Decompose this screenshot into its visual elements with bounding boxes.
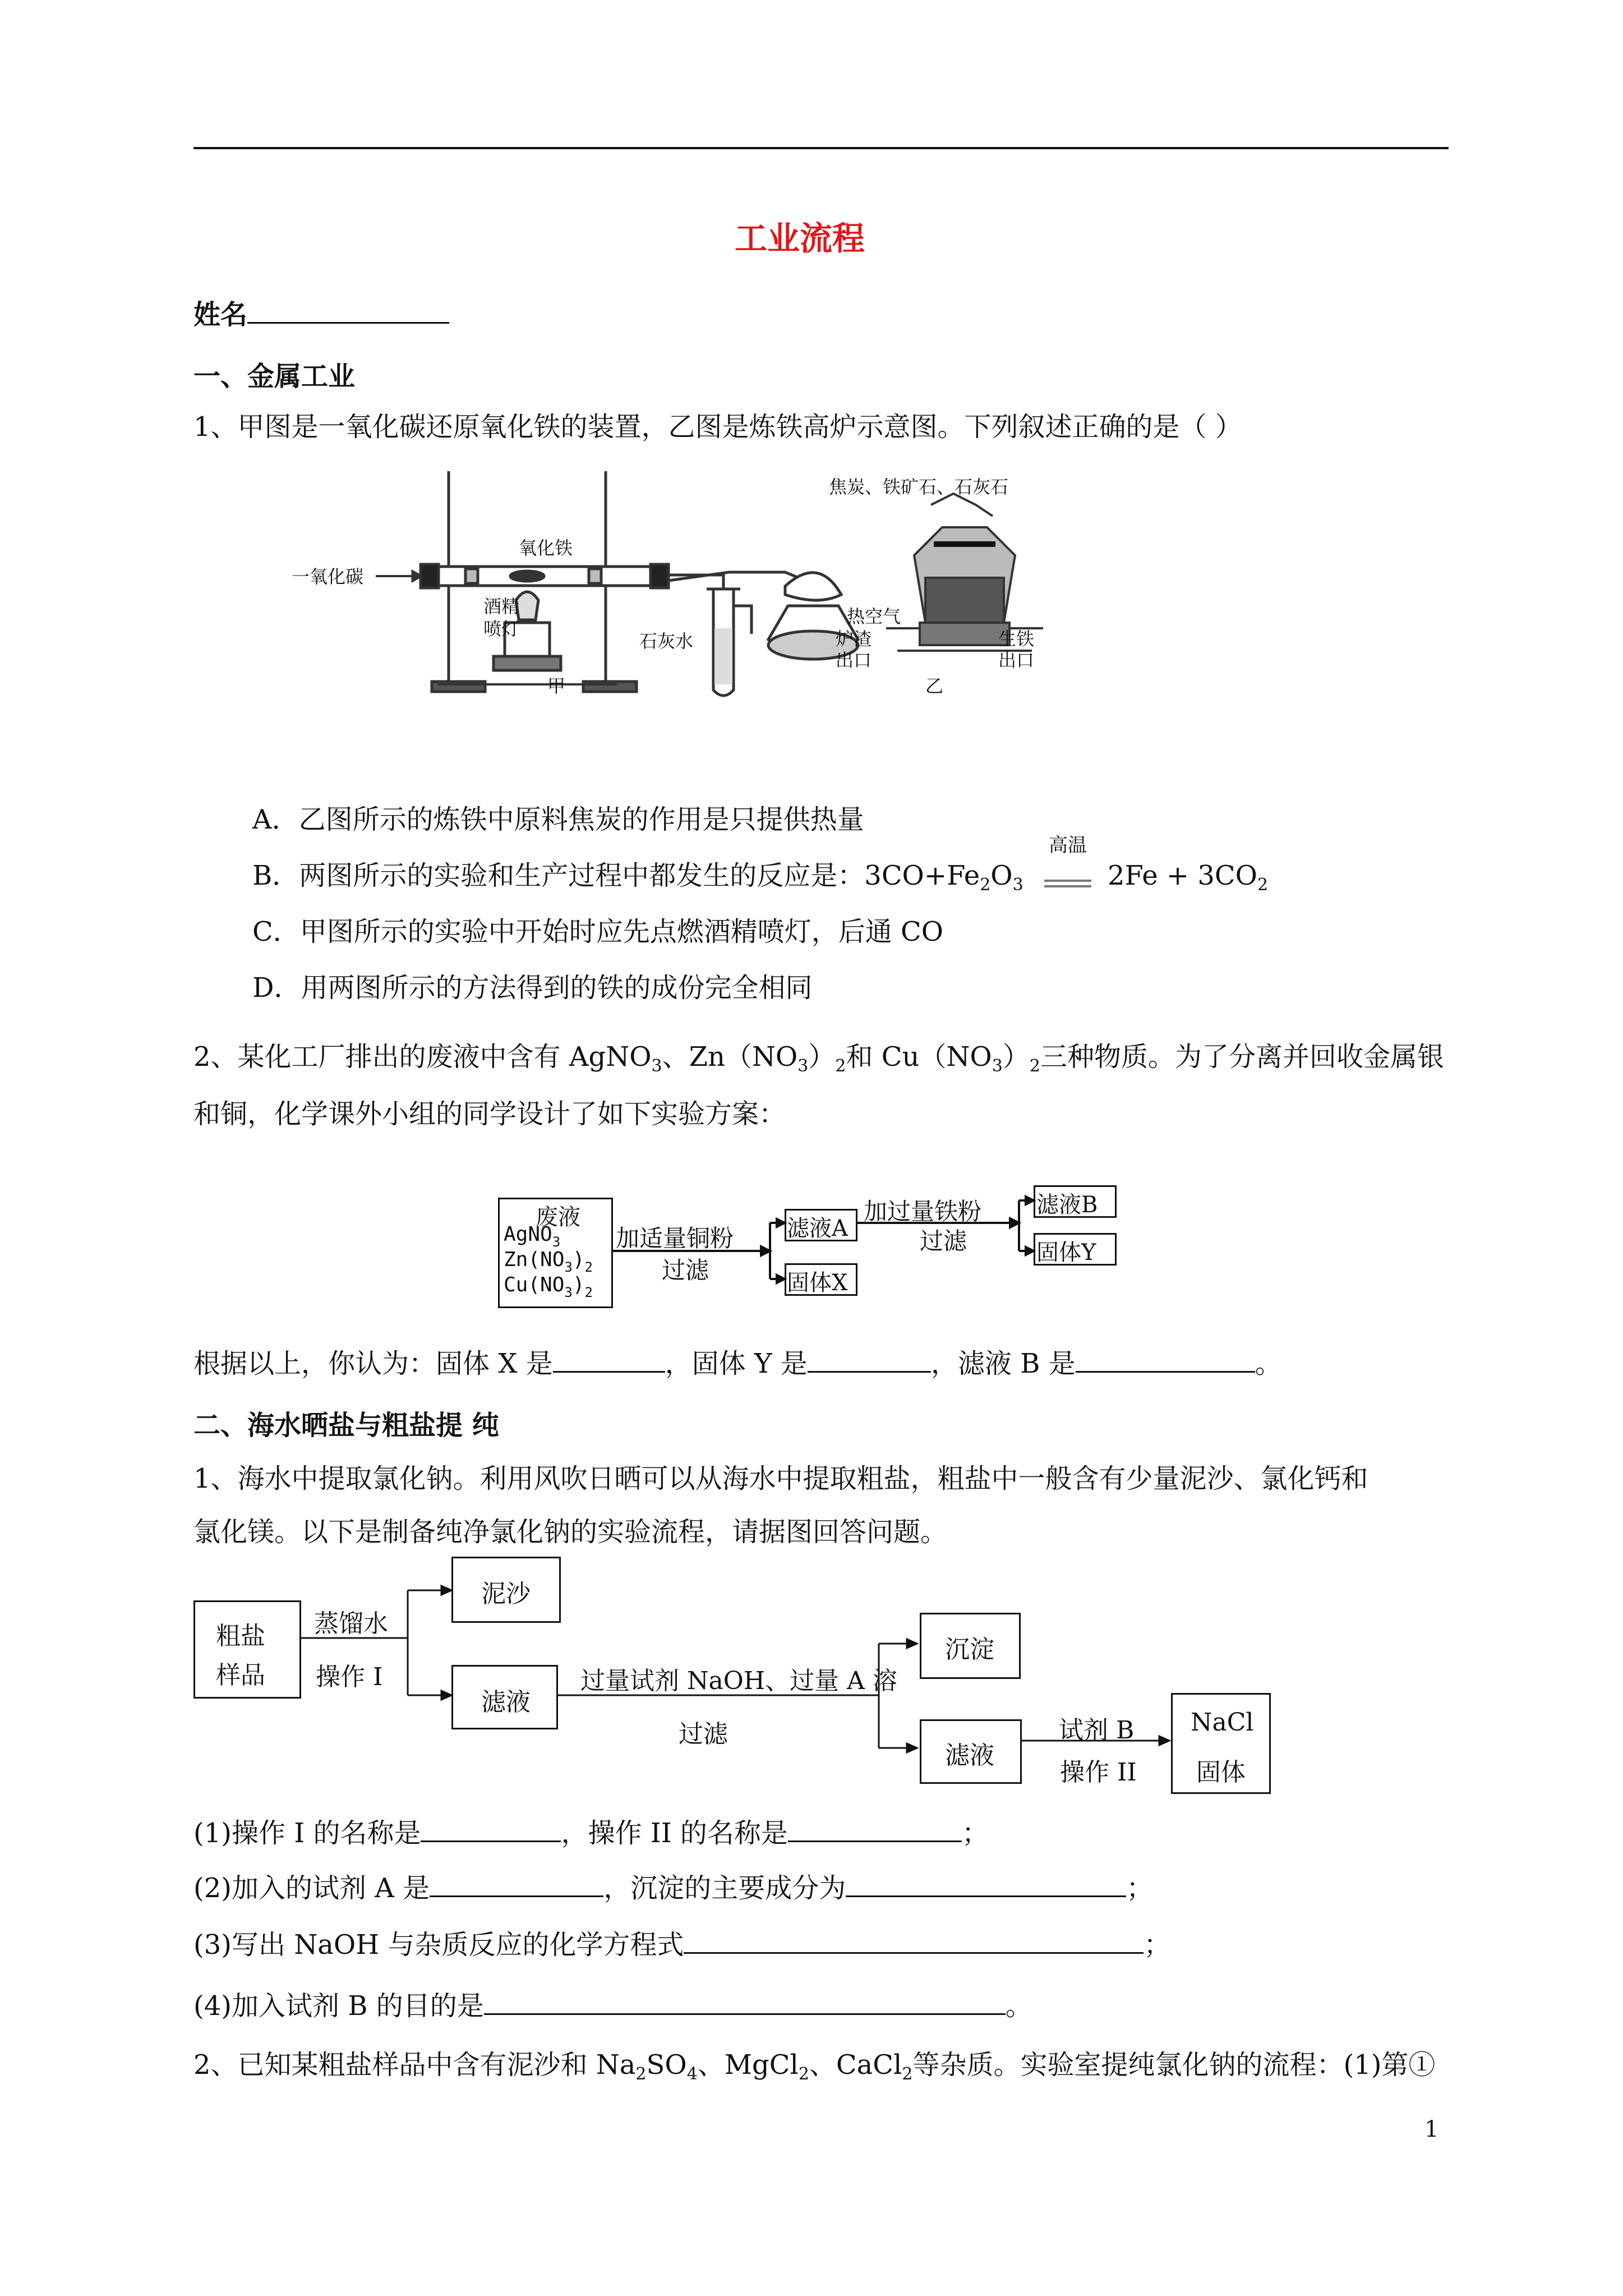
flow3-filtrate1: 滤液: [481, 1688, 531, 1717]
flow3-reagent: 过量试剂 NaOH、过量 A 溶: [580, 1667, 897, 1695]
flow-solid-y: 固体Y: [1036, 1240, 1096, 1266]
q3-line-1: 1、海水中提取氯化钠。利用风吹日晒可以从海水中提取粗盐，粗盐中一般含有少量泥沙、氯化钙和: [193, 1463, 1368, 1494]
blank-reagent-a[interactable]: [430, 1871, 603, 1897]
section-heading-salt: 二、海水晒盐与粗盐提 纯: [193, 1410, 499, 1441]
q2-line-1: 2、某化工厂排出的废液中含有 AgNO$_3$、$Zn(NO_3)_2$和 $Cu(NO_3)_2$三种物质。为了分离并回收金属银: [193, 1041, 1444, 1076]
q3-sub-3: (3)写出 NaOH 与杂质反应的化学方程式 ；: [193, 1927, 1170, 1962]
label-lamp-1: 酒精: [483, 596, 520, 617]
equals-sign-2: [1044, 885, 1091, 887]
name-label: 姓名: [193, 299, 248, 330]
flow-cu: $Cu(NO_3)_2$: [504, 1273, 593, 1300]
figure-yi: [864, 494, 1099, 707]
flow3-reagent-b: 试剂 B: [1059, 1716, 1135, 1745]
option-b[interactable]: B．两图所示的实验和生产过程中都发生的反应是：$3CO+Fe_2O_3$: [252, 860, 1023, 895]
blank-filtrate-b[interactable]: [1076, 1346, 1255, 1373]
label-hot-air: 热空气: [847, 606, 901, 627]
flow3-precip: 沉淀: [945, 1635, 994, 1664]
q3-sub-2: (2)加入的试剂 A 是 ，沉淀的主要成分为 ；: [193, 1871, 1153, 1906]
flow3-op1: 操作 I: [316, 1663, 383, 1691]
section-heading-metal: 一、金属工业: [193, 361, 356, 392]
flow-waste: 废液: [536, 1204, 580, 1230]
flow3-op2: 操作 II: [1060, 1758, 1137, 1787]
blank-solid-x[interactable]: [553, 1346, 665, 1373]
label-iron-oxide: 氧化铁: [519, 537, 573, 559]
q3-line-2: 氯化镁。以下是制备纯净氯化钠的实验流程，请据图回答问题。: [193, 1516, 948, 1548]
flow3-sand: 泥沙: [481, 1580, 531, 1608]
flow3-filter: 过滤: [679, 1720, 728, 1749]
page-number: 1: [1424, 2116, 1439, 2142]
flow3-nacl-1: NaCl: [1191, 1708, 1254, 1737]
option-b-pre: B．两图所示的实验和生产过程中都发生的反应是：3CO+Fe: [252, 860, 980, 891]
blank-op1[interactable]: [421, 1816, 561, 1842]
option-c[interactable]: C．甲图所示的实验中开始时应先点燃酒精喷灯，后通 CO: [252, 916, 944, 947]
caption-jia: 甲: [547, 675, 566, 697]
caption-yi: 乙: [925, 675, 944, 697]
blank-purpose[interactable]: [484, 1989, 1006, 2015]
q2-line-2: 和铜，化学课外小组的同学设计了如下实验方案：: [193, 1098, 786, 1130]
blank-equation[interactable]: [684, 1927, 1144, 1954]
q2-answer-line: 根据以上，你认为：固体 X 是 ，固体 Y 是 ，滤液 B 是 。: [193, 1346, 1282, 1381]
option-d[interactable]: D．用两图所示的方法得到的铁的成份完全相同: [252, 972, 813, 1004]
flow-zn: $Zn(NO_3)_2$: [504, 1248, 593, 1275]
name-blank[interactable]: [247, 297, 449, 324]
label-iron-2: 出口: [998, 650, 1035, 671]
page-title: 工业流程: [735, 219, 865, 257]
label-slag-2: 出口: [836, 650, 872, 671]
flow-step2-top: 加过量铁粉: [864, 1198, 982, 1225]
flow-agno3: AgNO$_3$: [504, 1223, 561, 1250]
header-rule: [193, 147, 1449, 149]
flow-filtrate-a: 滤液A: [787, 1216, 848, 1241]
flow-step1-bottom: 过滤: [662, 1257, 709, 1284]
q3-sub-1: (1)操作 I 的名称是 ，操作 II 的名称是 ；: [193, 1816, 989, 1851]
blank-precip[interactable]: [846, 1871, 1126, 1897]
flow3-filtrate2: 滤液: [945, 1741, 994, 1770]
option-a[interactable]: A．乙图所示的炼铁中原料焦炭的作用是只提供热量: [252, 804, 864, 835]
flow-solid-x: 固体X: [787, 1270, 848, 1296]
label-co: 一氧化碳: [292, 566, 364, 587]
option-b-post: $2Fe + 3CO_2$: [1108, 860, 1269, 895]
q3-sub-4: (4)加入试剂 B 的目的是 。: [193, 1989, 1032, 2023]
flow3-water: 蒸馏水: [314, 1609, 388, 1638]
reaction-condition: 高温: [1049, 834, 1087, 857]
equals-sign: [1044, 880, 1091, 882]
q4-line: 2、已知某粗盐样品中含有泥沙和 $Na_2SO_4$、MgCl$_2$、CaCl$_2$等杂质。实验室提纯氯化钠的流程：(1)第①: [193, 2049, 1436, 2084]
flow-step2-bottom: 过滤: [920, 1227, 967, 1255]
label-limewater: 石灰水: [639, 631, 694, 652]
flow3-nacl-2: 固体: [1196, 1758, 1246, 1787]
flow3-sample-1: 粗盐: [216, 1622, 265, 1650]
label-iron-1: 生铁: [998, 628, 1035, 650]
q1-stem: 1、甲图是一氧化碳还原氧化铁的装置，乙图是炼铁高炉示意图。下列叙述正确的是（ ）: [193, 411, 1242, 443]
label-raw-materials: 焦炭、铁矿石、石灰石: [829, 476, 1009, 498]
flow-step1-top: 加适量铜粉: [616, 1225, 734, 1252]
label-slag-1: 炉渣: [836, 628, 872, 650]
blank-solid-y[interactable]: [808, 1346, 931, 1373]
name-line: [193, 297, 449, 332]
label-lamp-2: 喷灯: [483, 618, 520, 639]
option-b-o3: O: [990, 860, 1013, 891]
flow-filtrate-b: 滤液B: [1036, 1192, 1098, 1218]
blank-op2[interactable]: [788, 1816, 962, 1842]
flow3-sample-2: 样品: [216, 1661, 265, 1690]
